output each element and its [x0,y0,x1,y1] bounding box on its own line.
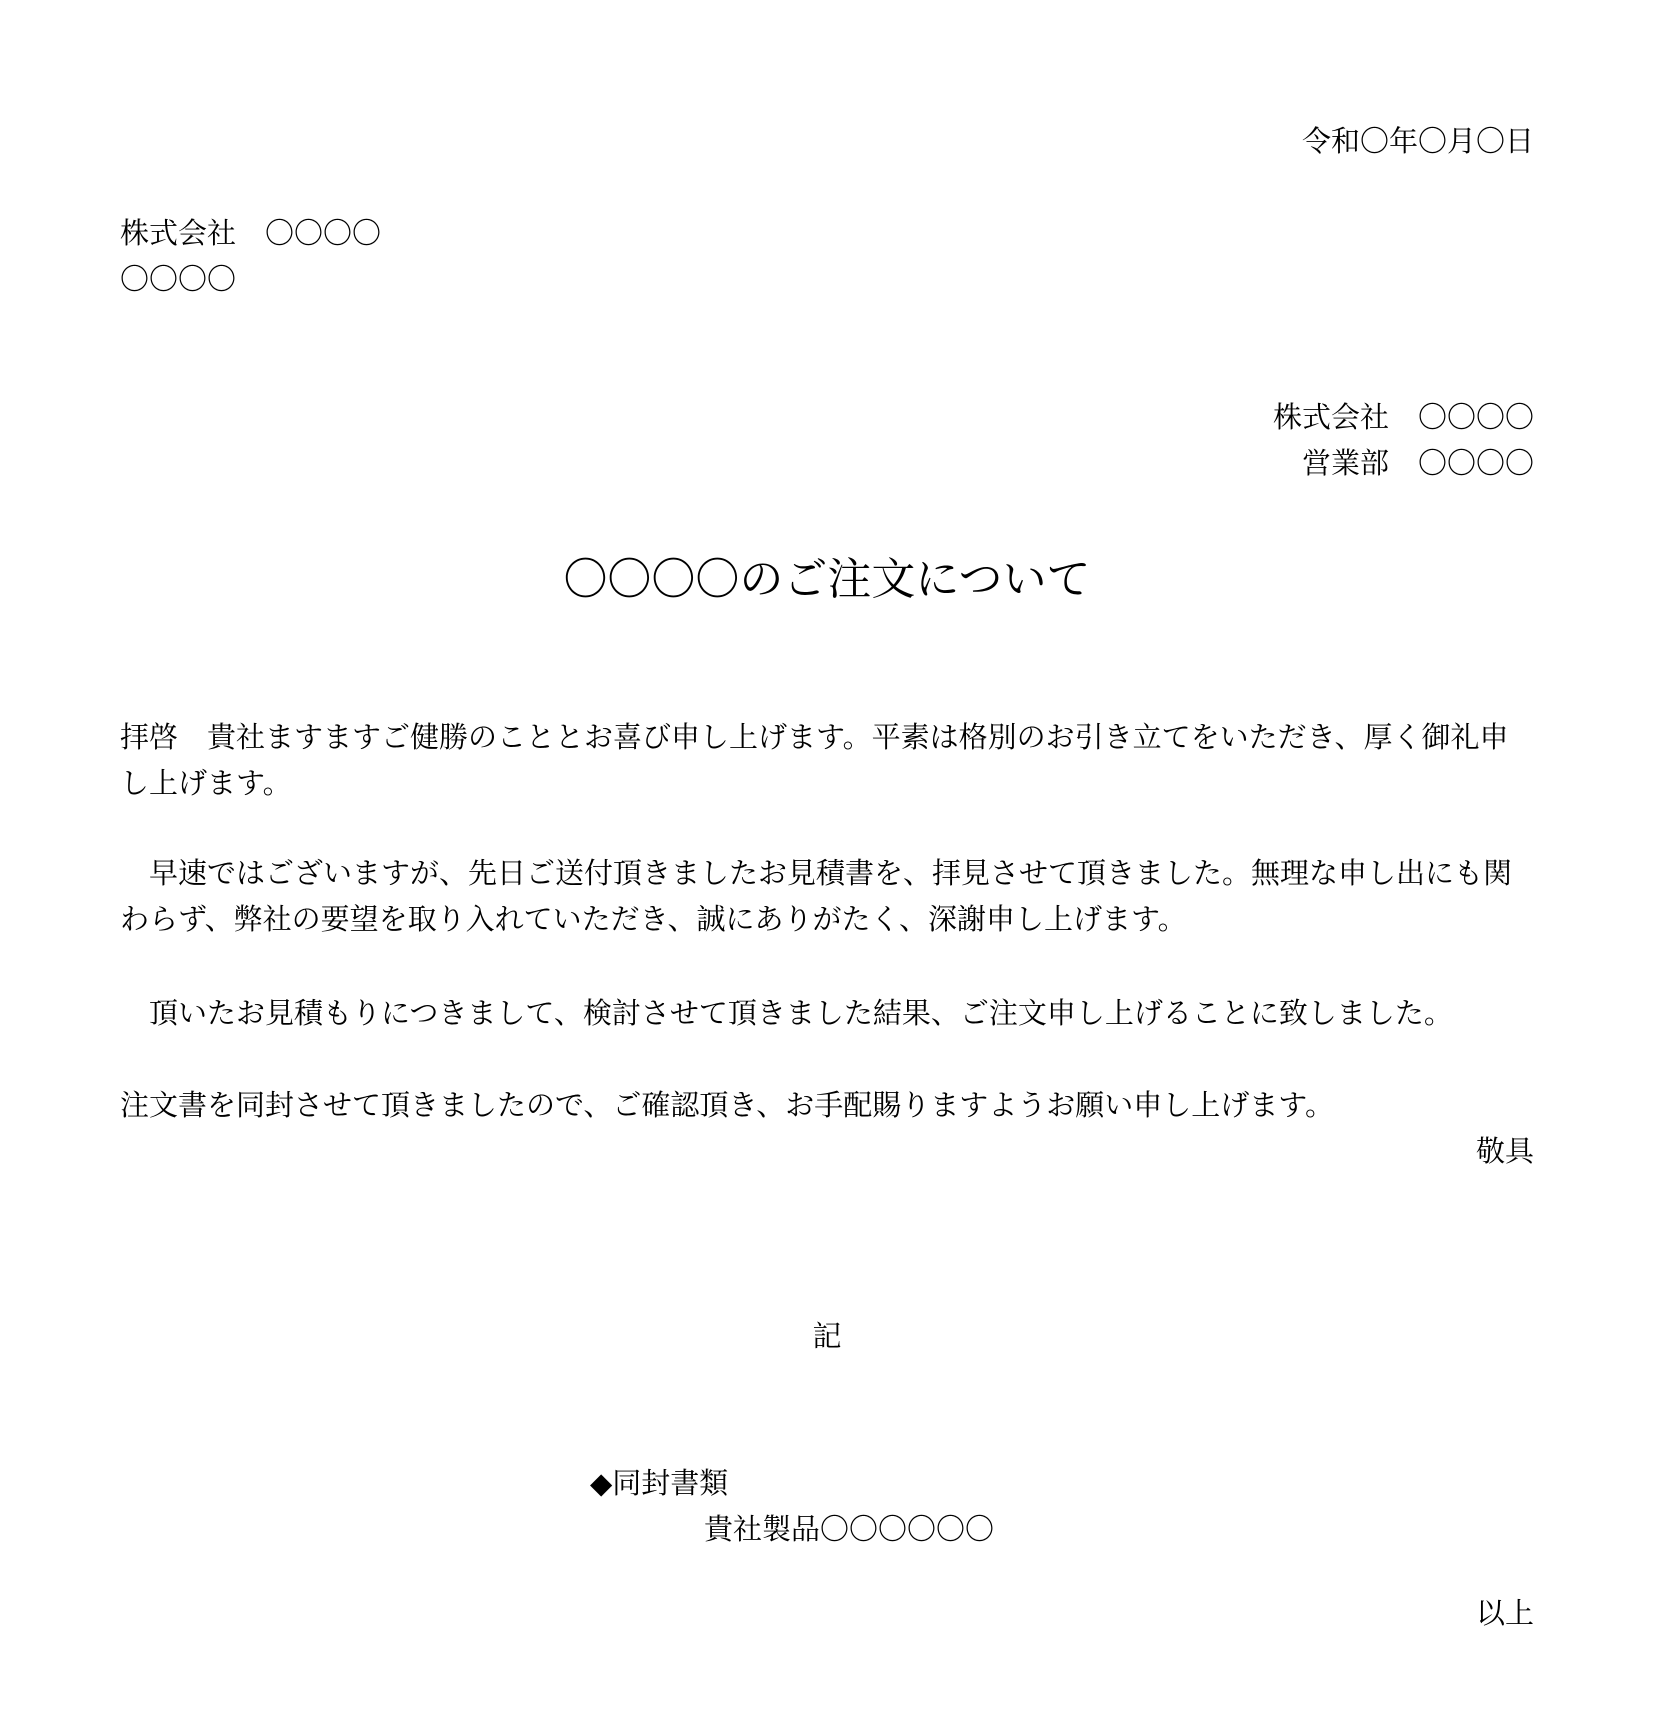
recipient-name: 〇〇〇〇 [120,262,237,296]
enclosure-item: 貴社製品〇〇〇〇〇〇 [704,1512,995,1546]
sender-company: 株式会社 〇〇〇〇 [1272,400,1534,434]
body-paragraph-greeting: 拝啓 貴社ますますご健勝のこととお喜び申し上げます。平素は格別のお引き立てをいただき、厚く御礼申し上げます。 [120,720,1509,800]
closing-keigu: 敬具 [1475,1134,1534,1168]
letter-date: 令和〇年〇月〇日 [1301,124,1534,158]
body-paragraph-order: 頂いたお見積もりにつきまして、検討させて頂きました結果、ご注文申し上げることに致しました。 [120,996,1453,1030]
body-paragraph-request: 注文書を同封させて頂きましたので、ご確認頂き、お手配賜りますようお願い申し上げます。 [120,1088,1334,1122]
recipient-company: 株式会社 〇〇〇〇 [120,216,382,250]
ki-heading: 記 [812,1319,842,1353]
sender-department: 営業部 〇〇〇〇 [1301,446,1534,480]
letter-title: 〇〇〇〇のご注文について [563,554,1091,605]
enclosure-heading: ◆同封書類 [590,1466,729,1500]
end-ijou: 以上 [1475,1596,1534,1630]
body-paragraph-thanks: 早速ではございますが、先日ご送付頂きましたお見積書を、拝見させて頂きました。無理な申し出にも関わらず、弊社の要望を取り入れていただき、誠にありがたく、深謝申し上げます。 [120,856,1513,936]
